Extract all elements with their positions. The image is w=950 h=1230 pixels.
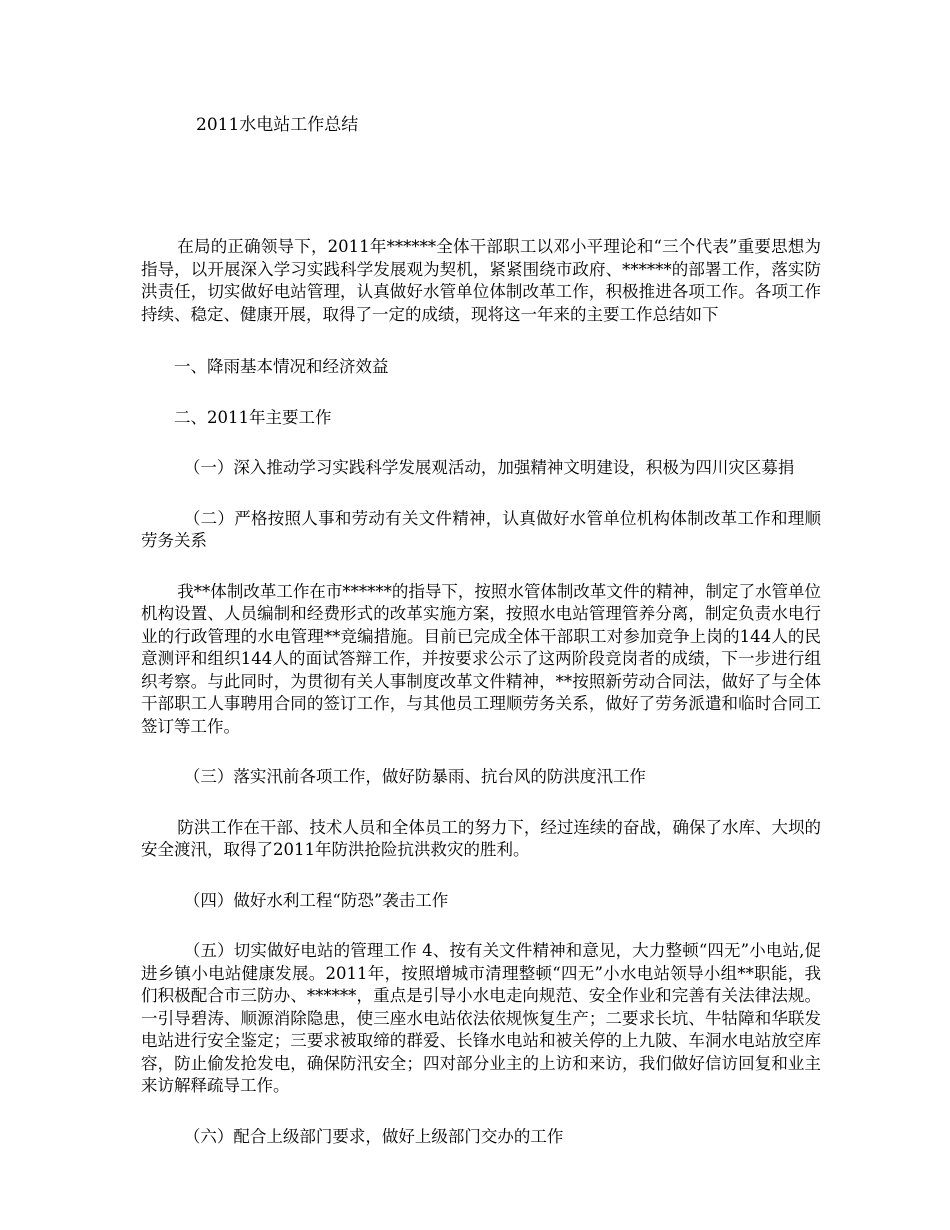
body-paragraph-flood: 防洪工作在干部、技术人员和全体员工的努力下，经过连续的奋战，确保了水库、大坝的安全渡汛，取得了2011年防洪抢险抗洪救灾的胜利。 xyxy=(141,817,821,859)
subsection-heading-1: （一）深入推动学习实践科学发展观活动，加强精神文明建设，积极为四川灾区募捐 xyxy=(183,458,795,477)
section-heading-2: 二、2011年主要工作 xyxy=(174,407,332,427)
subsection-heading-4: （四）做好水利工程“防恐”袭击工作 xyxy=(183,890,449,910)
body-paragraph-reform: 我**体制改革工作在市******的指导下，按照水管体制改革文件的精神，制定了水管单位机构设置、人员编制和经费形式的改革实施方案，按照水电站管理管养分离，制定负责水电行业的行政管理的水电管理**竞编措施。目前已完成全体干部职工对参加竞争上岗的144人的民意测评和组织144人的面试答辩工作，并按要求公示了这两阶段竞岗者的成绩，下一步进行组织考察。与此同时，为贯彻有关人事制度改革文件精神，**按照新劳动合同法，做好了与全体干部职工人事聘用合同的签订工作，与其他员工理顺劳务关系，做好了劳务派遣和临时合同工签订等工作。 xyxy=(141,581,821,736)
subsection-heading-3: （三）落实汛前各项工作，做好防暴雨、抗台风的防洪度汛工作 xyxy=(183,767,646,786)
intro-paragraph: 在局的正确领导下，2011年******全体干部职工以邓小平理论和“三个代表”重要思想为指导，以开展深入学习实践科学发展观为契机，紧紧围绕市政府、******的部署工作，落实防洪责任，切实做好电站管理，认真做好水管单位体制改革工作，积极推进各项工作。各项工作持续、稳定、健康开展，取得了一定的成绩，现将这一年来的主要工作总结如下 xyxy=(141,237,821,324)
document-title: 2011水电站工作总结 xyxy=(196,115,359,135)
document-body xyxy=(141,236,821,1148)
subsection-heading-6: （六）配合上级部门要求，做好上级部门交办的工作 xyxy=(183,1126,564,1146)
subsection-paragraph-5: （五）切实做好电站的管理工作 4、按有关文件精神和意见，大力整顿“四无”小电站,促进乡镇小电站健康发展。2011年，按照增城市清理整顿“四无”小水电站领导小组**职能，我们积极配合市三防办、******，重点是引导小水电走向规范、安全作业和完善有关法律法规。一引导碧涛、顺源消除隐患，使三座水电站依法依规恢复生产；二要求长坑、牛牯障和华联发电站进行安全鉴定；三要求被取缔的群爱、长锋水电站和被关停的上九陂、车洞水电站放空库容，防止偷发抢发电，确保防汛安全；四对部分业主的上访和来访，我们做好信访回复和业主来访解释疏导工作。 xyxy=(141,941,821,1095)
subsection-heading-2: （二）严格按照人事和劳动有关文件精神，认真做好水管单位机构体制改革工作和理顺劳务关系 xyxy=(141,508,821,550)
section-heading-1: 一、降雨基本情况和经济效益 xyxy=(174,357,389,376)
